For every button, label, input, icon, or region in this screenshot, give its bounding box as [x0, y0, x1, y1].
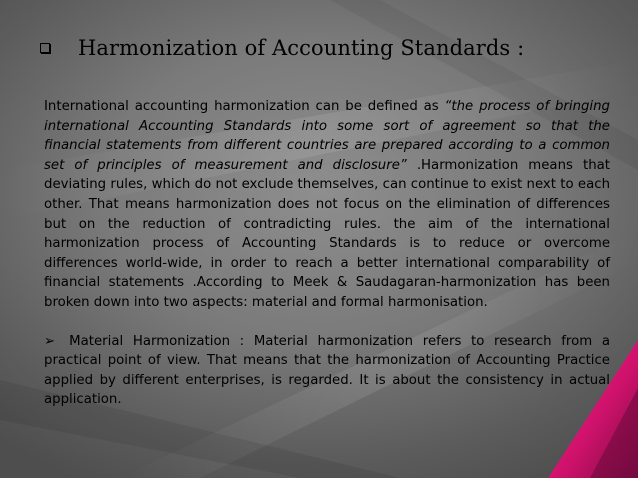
arrowhead-bullet-icon: ➢ [44, 333, 56, 349]
title-row [40, 32, 524, 64]
paragraph-lead: International accounting harmonization can be defined as [44, 99, 445, 114]
paragraph-material-harmonization [44, 332, 610, 410]
definition-quote: “the process of bringing international Accounting Standards into some sort of agreement so that the financial statements from different countries are prepared according to a common set of principles of measurement and disclosure” [44, 99, 610, 173]
material-harmonization-text: Material Harmonization : Material harmonization refers to research from a practical point of view. That means that the harmonization of Accounting Practice applied by different enterprises, is regarded. It is about the consistency in actual application. [44, 333, 610, 408]
paragraph-rest: .Harmonization means that deviating rules, which do not exclude themselves, can continue to exist next to each other. That means harmonization does not focus on the elimination of differences but on the reduction of contradicting rules. the aim of the international harmonization process of Accounting Standards is to reduce or overcome differences world-wide, in order to reach a better international comparability of financial statements .According to Meek & Saudagaran-harmonization has been broken down into two aspects: material and formal harmonisation. [44, 157, 610, 310]
hollow-square-bullet-icon [40, 38, 56, 58]
paragraph-definition [44, 97, 610, 313]
slide-body [44, 97, 610, 410]
slide-title: Harmonization of Accounting Standards : [78, 36, 525, 60]
